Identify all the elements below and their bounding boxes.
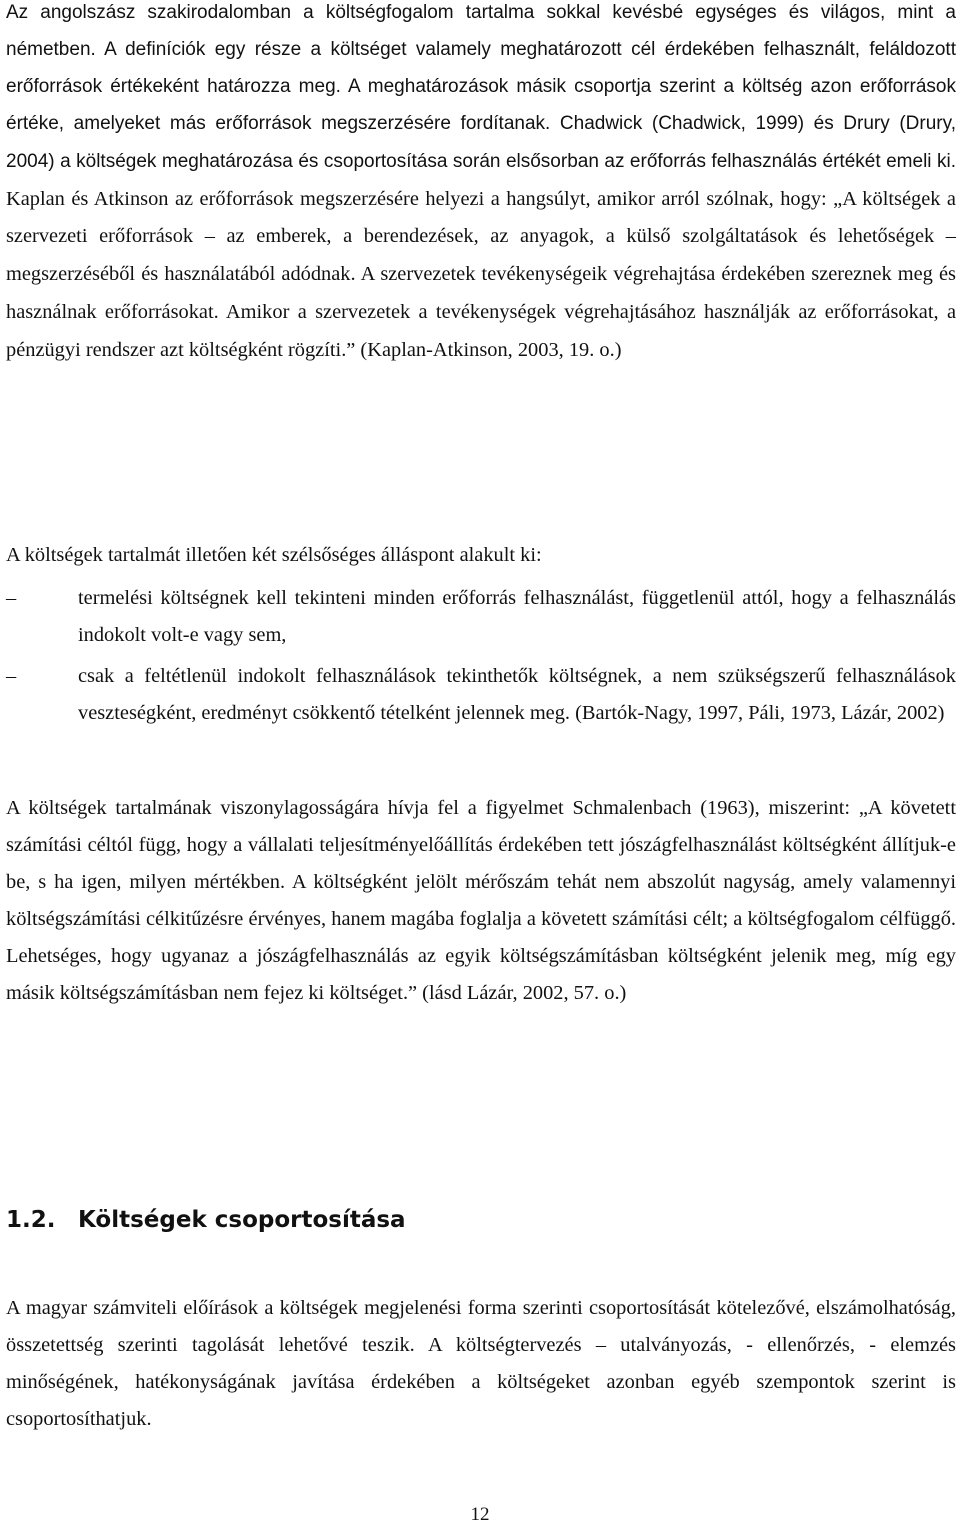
bullet-text: termelési költségnek kell tekinteni minden erőforrás felhasználást, függetlenül attól, hogy a felhasználás indokolt volt-e vagy sem, xyxy=(78,587,956,646)
paragraph-text-serif: Kaplan és Atkinson az erőforrások megszerzésére helyezi a hangsúlyt, amikor arról szólnak, hogy: „A költségek a szervezeti erőforrások – az emberek, a berendezések, az anyagok, a külső szolgáltatások és lehetőségek – megszerzéséből és használatából adódnak. A szervezetek tevékenységeik végrehajtása érdekében szereznek meg és használnak erőforrásokat. Amikor a szervezetek a tevékenységek végrehajtásához használják az erőforrásokat, a pénzügyi rendszer azt költségként rögzíti.” (Kaplan-Atkinson, 2003, 19. o.) xyxy=(6,187,956,362)
bullet-item-1 xyxy=(6,580,956,654)
bullet-text: csak a feltétlenül indokolt felhasználások tekinthetők költségnek, a nem szükségszerű felhasználások veszteségként, eredményt csökkentő tételként jelennek meg. (Bartók-Nagy, 1997, Páli, 1973, Lázár, 2002) xyxy=(78,664,956,724)
paragraph-schmalenbach: A költségek tartalmának viszonylagosságára hívja fel a figyelmet Schmalenbach (1963), miszerint: „A követett számítási céltól függ, hogy a vállalati teljesítményelőállítás érdekében tett jószágfelhasználást költségként állítjuk-e be, s ha igen, milyen mértékben. A költségként jelölt mérőszám tehát nem abszolút nagyság, amely valamennyi költségszámítási célkitűzésre érvényes, hanem magába foglalja a követett számítási célt; a költségfogalom célfüggő. Lehetséges, hogy ugyanaz a jószágfelhasználás az egyik költségszámításban költségként jelenik meg, míg egy másik költségszámításban nem fejez ki költséget.” (lásd Lázár, 2002, 57. o.) xyxy=(6,797,956,1004)
bullet-item-2 xyxy=(6,658,956,732)
dash-marker: – xyxy=(6,664,17,687)
dash-marker: – xyxy=(6,587,17,609)
paragraph-text-sans: Az angolszász szakirodalomban a költségfogalom tartalma sokkal kevésbé egységes és világos, mint a németben. A definíciók egy része a költséget valamely meghatározott cél érdekében felhasznált, feláldozott erőforrások értékeként határozza meg. A meghatározások másik csoportja szerint a költség azon erőforrások értéke, amelyeket más erőforrások megszerzésére fordítanak. Chadwick (Chadwick, 1999) és Drury (Drury, 2004) a költségek meghatározása és csoportosítása során elsősorban az erőforrás felhasználás értékét emeli ki. xyxy=(6,2,956,172)
section-heading xyxy=(6,1200,406,1240)
paragraph-two-views: A költségek tartalmát illetően két szélsőséges álláspont alakult ki: xyxy=(6,544,542,566)
section-number: 1.2. xyxy=(6,1207,56,1233)
section-title: Költségek csoportosítása xyxy=(78,1207,406,1233)
paragraph-hungarian-accounting: A magyar számviteli előírások a költségek megjelenési forma szerinti csoportosítását kötelezővé, elszámolhatóság, összetettség szerinti tagolását lehetővé teszik. A költségtervezés – utalványozás, - ellenőrzés, - elemzés minőségének, hatékonyságának javítása érdekében a költségeket azonban egyéb szempontok szerint is csoportosíthatjuk. xyxy=(6,1297,956,1430)
paragraph-cost-definition-anglo xyxy=(6,0,956,370)
bullet-list xyxy=(6,580,956,736)
page-number: 12 xyxy=(470,1504,490,1525)
